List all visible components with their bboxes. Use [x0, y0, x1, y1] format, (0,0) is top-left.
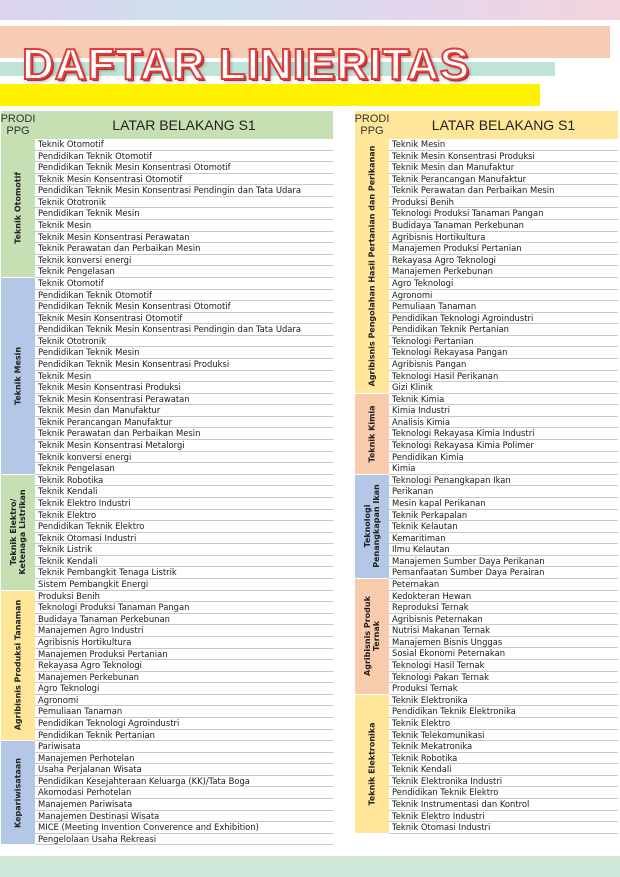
latar-item: Manajemen Bisnis Unggas	[389, 637, 618, 649]
latar-item: Teknologi Rekayasa Kimia Polimer	[389, 440, 618, 452]
latar-item: Teknologi Rekayasa Pangan	[389, 347, 618, 359]
prodi-name-cell	[355, 139, 389, 394]
latar-item: Pendidikan Teknik Pertanian	[35, 730, 333, 742]
latar-list	[35, 475, 333, 591]
latar-item: Teknik Kendali	[389, 764, 618, 776]
latar-item: Teknologi Hasil Perikanan	[389, 371, 618, 383]
latar-item: Ilmu Kelautan	[389, 544, 618, 556]
bottom-stripe	[0, 856, 620, 877]
latar-item: Teknik Kendali	[35, 556, 333, 568]
prodi-header-line1: PRODI	[354, 113, 390, 125]
latar-item: Teknologi Penangkapan Ikan	[389, 475, 618, 487]
latar-item: Pendidikan Kimia	[389, 452, 618, 464]
latar-item: Pendidikan Teknik Mesin Konsentrasi Pendingin dan Tata Udara	[35, 185, 333, 197]
latar-item: Akomodasi Perhotelan	[35, 787, 333, 799]
latar-list	[35, 278, 333, 475]
latar-item: Agribisnis Pangan	[389, 359, 618, 371]
prodi-group	[1, 475, 333, 591]
latar-item: Teknik Kendali	[35, 486, 333, 498]
latar-item: Peternakan	[389, 579, 618, 591]
latar-item: Teknik Mekatronika	[389, 741, 618, 753]
latar-item: Manajemen Sumber Daya Perikanan	[389, 556, 618, 568]
latar-item: Agro Teknologi	[389, 278, 618, 290]
latar-list	[35, 139, 333, 278]
latar-item: Pendidikan Teknologi Agroindustri	[35, 718, 333, 730]
latar-item: Agribisnis Peternakan	[389, 614, 618, 626]
latar-item: Agribisnis Hortikultura	[35, 637, 333, 649]
latar-item: Teknik Mesin Konsentrasi Produksi	[35, 382, 333, 394]
latar-item: Teknik Kimia	[389, 394, 618, 406]
latar-list	[389, 695, 618, 834]
latar-item: Kimia Industri	[389, 405, 618, 417]
latar-item: Rekayasa Agro Teknologi	[35, 660, 333, 672]
prodi-header	[1, 111, 35, 139]
latar-item: Teknik Mesin Konsentrasi Perawatan	[35, 232, 333, 244]
latar-item: Teknologi Produksi Tanaman Pangan	[35, 602, 333, 614]
latar-item: Agronomi	[35, 695, 333, 707]
prodi-header-line1: PRODI	[0, 113, 36, 125]
latar-item: Teknik Pembangkit Tenaga Listrik	[35, 567, 333, 579]
prodi-group	[1, 278, 333, 475]
prodi-name: Agribisnis Produksi Tanaman	[13, 600, 23, 731]
prodi-name: Teknik Mesin	[13, 346, 23, 406]
latar-item: Teknik Mesin Konsentrasi Produksi	[389, 151, 618, 163]
prodi-group	[1, 741, 333, 845]
prodi-name-cell	[1, 475, 35, 591]
latar-item: Pendidikan Teknik Otomotif	[35, 151, 333, 163]
latar-list	[389, 475, 618, 579]
prodi-group	[355, 475, 618, 579]
latar-item: Teknik Elektronika	[389, 695, 618, 707]
latar-item: Teknik Elektro	[35, 510, 333, 522]
latar-item: Teknologi Pertanian	[389, 336, 618, 348]
latar-item: Teknik Ototronik	[35, 197, 333, 209]
latar-item: Teknologi Produksi Tanaman Pangan	[389, 208, 618, 220]
latar-item: Gizi Klinik	[389, 382, 618, 394]
latar-item: Pendidikan Kesejahteraan Keluarga (KK)/Tata Boga	[35, 776, 333, 788]
latar-item: Usaha Perjalanan Wisata	[35, 764, 333, 776]
latar-item: Mesin kapal Perikanan	[389, 498, 618, 510]
latar-item: Kedokteran Hewan	[389, 591, 618, 603]
prodi-group	[355, 394, 618, 475]
page-title: DAFTAR LINIERITAS	[22, 40, 470, 89]
latar-item: Pengelolaan Usaha Rekreasi	[35, 834, 333, 846]
latar-item: Teknik Instrumentasi dan Kontrol	[389, 799, 618, 811]
prodi-header-line2: PPG	[360, 125, 384, 137]
latar-item: Manajemen Agro Industri	[35, 625, 333, 637]
latar-item: Teknik Telekomunikasi	[389, 730, 618, 742]
latar-item: Teknik Perawatan dan Perbaikan Mesin	[35, 428, 333, 440]
latar-item: Teknik Elektro Industri	[389, 811, 618, 823]
latar-item: Teknik Mesin Konsentrasi Perawatan	[35, 394, 333, 406]
latar-item: Pendidikan Teknik Mesin	[35, 208, 333, 220]
latar-item: Teknik Elektro	[389, 718, 618, 730]
latar-item: Manajemen Destinasi Wisata	[35, 811, 333, 823]
latar-item: Pendidikan Teknik Mesin Konsentrasi Pendingin dan Tata Udara	[35, 324, 333, 336]
latar-item: Teknik Mesin Konsentrasi Otomotif	[35, 313, 333, 325]
latar-item: Teknik Perawatan dan Perbaikan Mesin	[389, 185, 618, 197]
latar-item: Reproduksi Ternak	[389, 602, 618, 614]
prodi-name-cell	[355, 695, 389, 834]
latar-item: Pendidikan Teknik Elektronika	[389, 706, 618, 718]
prodi-name: Teknik Kimia	[367, 405, 377, 463]
latar-item: Pendidikan Teknik Elektro	[35, 521, 333, 533]
latar-item: Teknik Mesin dan Manufaktur	[389, 162, 618, 174]
latar-item: Budidaya Tanaman Perkebunan	[35, 614, 333, 626]
latar-list	[389, 139, 618, 394]
left-table	[1, 111, 333, 845]
prodi-name: Agribisnis Produk Ternak	[363, 596, 381, 677]
prodi-group	[355, 695, 618, 834]
top-gradient-band	[0, 0, 620, 20]
latar-item: Produksi Benih	[389, 197, 618, 209]
latar-item: Teknik Elektronika Industri	[389, 776, 618, 788]
prodi-group	[1, 139, 333, 278]
prodi-name: Teknik Elektro/ Ketenaga Listrikan	[9, 489, 27, 575]
latar-item: Teknik Otomasi Industri	[35, 533, 333, 545]
latar-item: Sistem Pembangkit Energi	[35, 579, 333, 591]
right-table-body	[355, 139, 618, 834]
latar-item: Teknik Mesin	[35, 371, 333, 383]
latar-item: Pemanfaatan Sumber Daya Perairan	[389, 567, 618, 579]
prodi-header	[355, 111, 389, 139]
latar-item: Manajemen Perhotelan	[35, 753, 333, 765]
prodi-name: Teknik Otomotif	[13, 172, 23, 244]
latar-item: Pendidikan Teknik Mesin	[35, 347, 333, 359]
prodi-name: Kepariwisataan	[13, 757, 23, 828]
prodi-name-cell	[355, 394, 389, 475]
latar-item: Teknik Otomasi Industri	[389, 822, 618, 834]
latar-item: Teknik Mesin Konsentrasi Metalorgi	[35, 440, 333, 452]
latar-item: Pendidikan Teknik Mesin Konsentrasi Produksi	[35, 359, 333, 371]
latar-list	[35, 741, 333, 845]
latar-item: Teknik Listrik	[35, 544, 333, 556]
latar-item: Teknik Otomotif	[35, 139, 333, 151]
right-table	[355, 111, 618, 834]
latar-item: Perikanan	[389, 486, 618, 498]
latar-item: Teknik Mesin dan Manufaktur	[35, 405, 333, 417]
prodi-group	[355, 139, 618, 394]
latar-item: Pariwisata	[35, 741, 333, 753]
latar-item: Agro Teknologi	[35, 683, 333, 695]
latar-item: Teknik Mesin	[35, 220, 333, 232]
left-table-header	[1, 111, 333, 139]
prodi-name-cell	[1, 591, 35, 742]
latar-item: Teknik Otomotif	[35, 278, 333, 290]
latar-item: Analisis Kimia	[389, 417, 618, 429]
latar-item: Teknologi Hasil Ternak	[389, 660, 618, 672]
latar-item: Pendidikan Teknik Otomotif	[35, 290, 333, 302]
latar-header: LATAR BELAKANG S1	[112, 117, 256, 133]
latar-item: Agribisnis Hortikultura	[389, 232, 618, 244]
latar-item: Teknik Robotika	[389, 753, 618, 765]
latar-item: Produksi Benih	[35, 591, 333, 603]
latar-item: Produksi Ternak	[389, 683, 618, 695]
latar-item: Nutrisi Makanan Ternak	[389, 625, 618, 637]
latar-item: Manajemen Produksi Pertanian	[389, 243, 618, 255]
prodi-name-cell	[1, 278, 35, 475]
prodi-name-cell	[355, 579, 389, 695]
prodi-name-cell	[355, 475, 389, 579]
latar-item: Agronomi	[389, 290, 618, 302]
latar-item: Teknik Mesin Konsentrasi Otomotif	[35, 174, 333, 186]
latar-item: Teknik Robotika	[35, 475, 333, 487]
prodi-name-cell	[1, 139, 35, 278]
latar-item: Sosial Ekonomi Peternakan	[389, 648, 618, 660]
latar-item: Teknik Mesin	[389, 139, 618, 151]
latar-item: Teknik Perkapalan	[389, 510, 618, 522]
latar-list	[35, 591, 333, 742]
prodi-group	[1, 591, 333, 742]
latar-item: Teknik Elektro Industri	[35, 498, 333, 510]
latar-item: Teknik Kelautan	[389, 521, 618, 533]
latar-item: Pendidikan Teknik Mesin Konsentrasi Otomotif	[35, 162, 333, 174]
prodi-name: Agribisnis Pengolahan Hasil Pertanian dan Perikanan	[367, 145, 377, 387]
latar-list	[389, 579, 618, 695]
latar-item: Manajemen Pariwisata	[35, 799, 333, 811]
latar-item: Kimia	[389, 463, 618, 475]
latar-item: Teknologi Rekayasa Kimia Industri	[389, 428, 618, 440]
latar-item: Manajemen Produksi Pertanian	[35, 649, 333, 661]
latar-item: Manajemen Perkebunan	[35, 672, 333, 684]
latar-item: Teknik konversi energi	[35, 255, 333, 267]
latar-item: Pemuliaan Tanaman	[35, 706, 333, 718]
latar-item: Pendidikan Teknik Mesin Konsentrasi Otomotif	[35, 301, 333, 313]
latar-item: Teknik Perancangan Manufaktur	[35, 417, 333, 429]
latar-item: Teknik Pengelasan	[35, 463, 333, 475]
prodi-name-cell	[1, 741, 35, 845]
latar-item: Teknik konversi energi	[35, 452, 333, 464]
latar-header: LATAR BELAKANG S1	[431, 117, 576, 133]
prodi-name: Teknologi Penangkapan Ikan	[363, 484, 381, 569]
latar-item: Pendidikan Teknik Pertanian	[389, 324, 618, 336]
latar-item: Teknik Perawatan dan Perbaikan Mesin	[35, 243, 333, 255]
prodi-group	[355, 579, 618, 695]
prodi-name: Teknik Elektronika	[367, 722, 377, 806]
latar-item: Pemuliaan Tanaman	[389, 301, 618, 313]
right-table-header	[355, 111, 618, 139]
latar-list	[389, 394, 618, 475]
latar-item: Budidaya Tanaman Perkebunan	[389, 220, 618, 232]
latar-item: MICE (Meeting Invention Converence and Exhibition)	[35, 822, 333, 834]
latar-item: Manajemen Perkebunan	[389, 266, 618, 278]
latar-item: Teknologi Pakan Ternak	[389, 672, 618, 684]
left-table-body	[1, 139, 333, 845]
latar-item: Kemaritiman	[389, 533, 618, 545]
latar-item: Teknik Ototronik	[35, 336, 333, 348]
latar-item: Teknik Pengelasan	[35, 266, 333, 278]
latar-item: Rekayasa Agro Teknologi	[389, 255, 618, 267]
latar-item: Pendidikan Teknologi Agroindustri	[389, 313, 618, 325]
prodi-header-line2: PPG	[6, 125, 30, 137]
latar-item: Teknik Perancangan Manufaktur	[389, 174, 618, 186]
latar-item: Pendidikan Teknik Elektro	[389, 787, 618, 799]
